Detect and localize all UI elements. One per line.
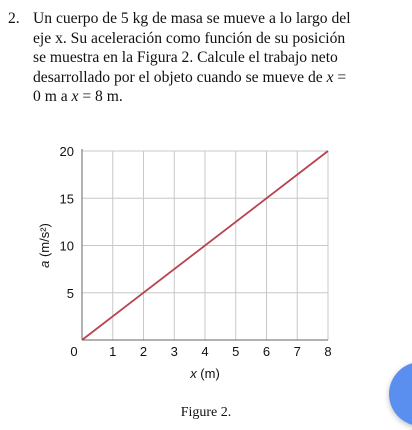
- x-tick-label-5: 5: [232, 344, 240, 359]
- problem-line-5-start: 0 m a: [33, 88, 72, 105]
- problem-line-5-var: x: [71, 88, 79, 105]
- problem-line-3: se muestra en la Figura 2. Calcule el trabajo neto: [33, 49, 338, 66]
- x-tick-label-4: 4: [201, 344, 209, 359]
- y-axis-label: a (m/s²): [37, 223, 52, 268]
- problem-line-2: eje x. Su aceleración como función de su posición: [33, 29, 346, 47]
- y-tick-label-10: 10: [59, 238, 74, 254]
- problem-line-4-var: x: [326, 68, 334, 86]
- problem-line-5-end: = 8 m.: [78, 88, 123, 105]
- y-tick-label-5: 5: [66, 285, 74, 301]
- x-tick-label-7: 7: [293, 344, 301, 359]
- x-tick-label-8: 8: [324, 344, 332, 359]
- x-tick-label-3: 3: [170, 344, 178, 359]
- x-tick-label-1: 1: [109, 344, 117, 359]
- x-tick-label-2: 2: [139, 344, 148, 359]
- problem-line-4-text: desarrollado por el objeto cuando se mueve de: [33, 68, 327, 86]
- figure-caption: Figure 2.: [180, 405, 232, 420]
- x-axis-label: x (m): [190, 366, 220, 381]
- problem-line-1: Un cuerpo de 5 kg de masa se mueve a lo largo del: [33, 10, 351, 27]
- y-tick-label-15: 15: [59, 191, 74, 207]
- x-tick-label-0: 0: [70, 344, 78, 359]
- problem-line-4-eq: =: [333, 68, 347, 86]
- y-tick-label-20: 20: [59, 144, 74, 159]
- x-tick-label-6: 6: [262, 344, 271, 359]
- problem-number: 2.: [8, 10, 20, 27]
